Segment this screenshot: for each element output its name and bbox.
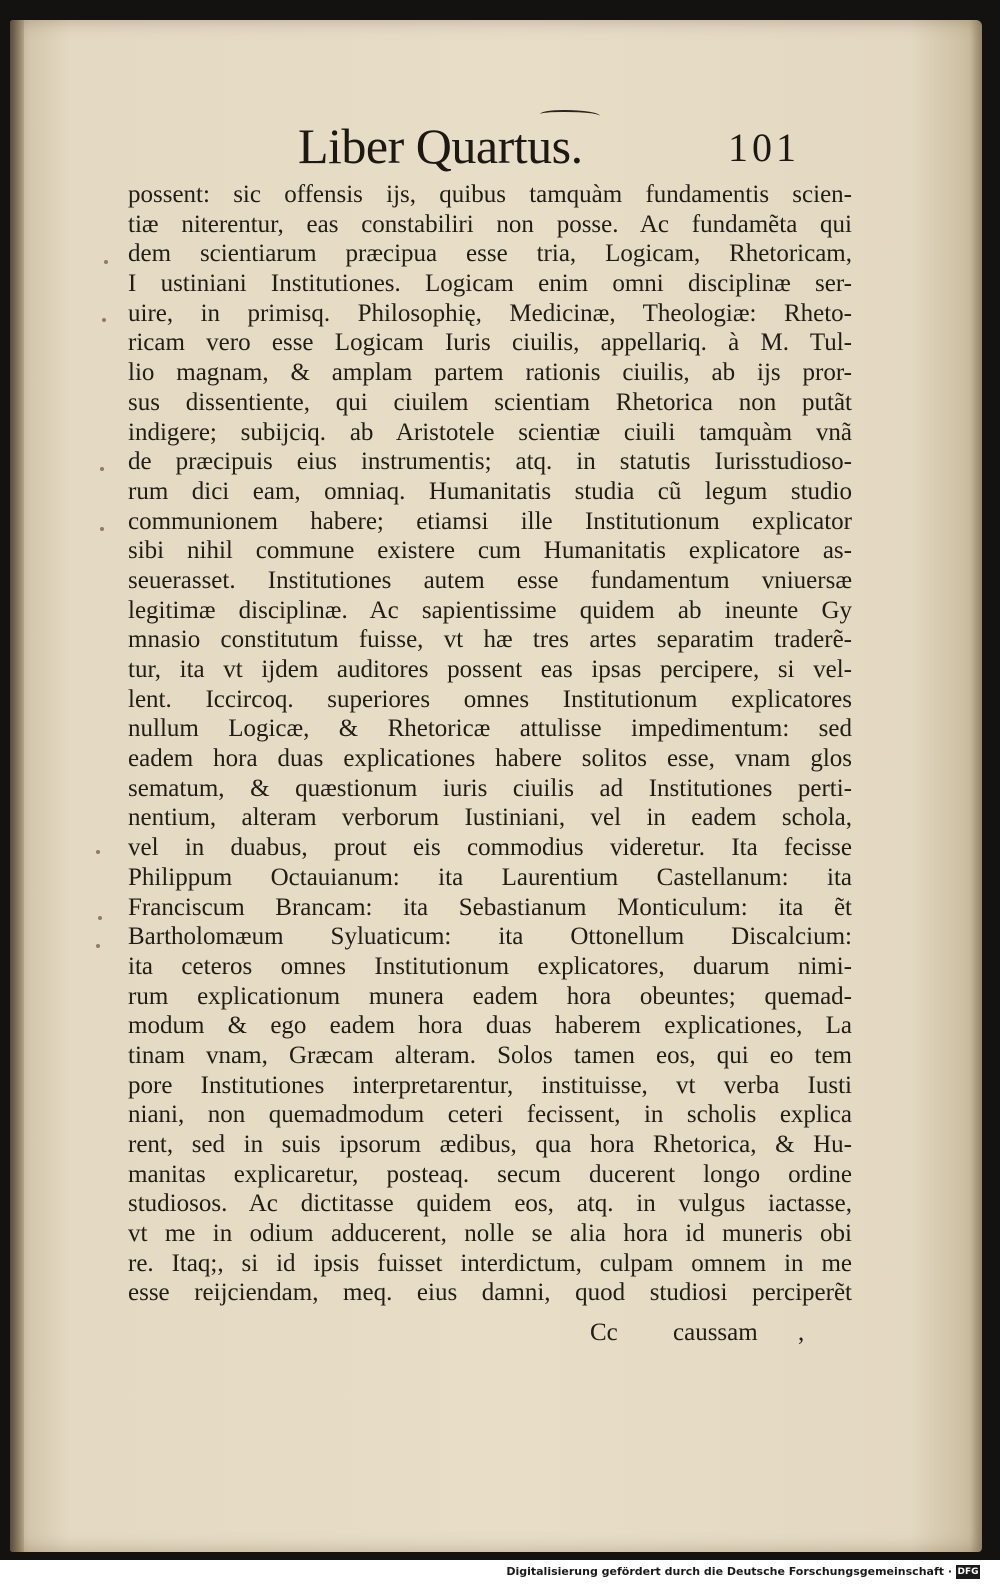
margin-mark: [96, 944, 100, 948]
text-line: nullum Logicæ, & Rhetoricæ attulisse impedimentum: sed: [128, 715, 852, 743]
text-line: rent, sed in suis ipsorum ædibus, qua hora Rhetorica, & Hu-: [128, 1131, 852, 1158]
text-line: lent. Iccircoq. superiores omnes Institutionum explicatores: [128, 685, 852, 713]
text-line: tiæ niterentur, eas constabiliri non posse. Ac fundamẽta qui: [128, 210, 852, 238]
text-line: rum explicationum munera eadem hora obeuntes; quemad-: [128, 982, 852, 1010]
text-line: I ustiniani Institutiones. Logicam enim omni disciplinæ ser-: [128, 270, 852, 298]
text-line: Bartholomæum Syluaticum: ita Ottonellum Discalcium:: [128, 923, 852, 951]
text-line: vt me in odium adducerent, nolle se alia hora id muneris obi: [128, 1220, 852, 1248]
running-head: [10, 116, 982, 186]
page-gutter-shadow: [10, 20, 24, 1552]
text-line: eadem hora duas explicationes habere solitos esse, vnam glos: [128, 745, 852, 773]
text-line: ita ceteros omnes Institutionum explicatores, duarum nimi-: [128, 952, 852, 980]
catchword-punct: ,: [798, 1319, 805, 1346]
page-number: 101: [728, 125, 800, 170]
text-line: sibi nihil commune existere cum Humanitatis explicatore as-: [128, 537, 852, 565]
text-line: esse reijciendam, meq. eius damni, quod studiosi perciperẽt: [128, 1279, 852, 1307]
dfg-logo: DFG: [957, 1567, 979, 1577]
text-line: modum & ego eadem hora duas haberem explicationes, La: [128, 1012, 852, 1040]
text-line: legitimæ disciplinæ. Ac sapientissime quidem ab ineunte Gy: [128, 596, 852, 624]
text-line: tur, ita vt ijdem auditores possent eas ipsas percipere, si vel-: [128, 656, 852, 683]
text-line: sus dissentiente, qui ciuilem scientiam Rhetorica non putãt: [128, 388, 852, 416]
margin-mark: [102, 318, 106, 322]
funding-credit: Digitalisierung gefördert durch die Deutsche Forschungsgemeinschaft ·: [506, 1565, 952, 1578]
text-line: studiosos. Ac dictitasse quidem eos, atq. in vulgus iactasse,: [128, 1190, 852, 1218]
text-line: nentium, alteram verborum Iustiniani, vel in eadem schola,: [128, 804, 852, 832]
text-line: de præcipuis eius instrumentis; atq. in statutis Iurisstudioso-: [128, 448, 852, 476]
text-line: manitas explicaretur, posteaq. secum ducerent longo ordine: [128, 1160, 852, 1188]
signature-mark: Cc: [590, 1319, 618, 1346]
body-text: [128, 180, 852, 1308]
text-line: sematum, & quæstionum iuris ciuilis ad Institutiones perti-: [128, 774, 852, 802]
catchword: caussam: [673, 1319, 758, 1346]
text-line: Franciscum Brancam: ita Sebastianum Monticulum: ita ẽt: [128, 893, 852, 921]
running-title: Liber Quartus.: [298, 118, 583, 174]
text-line: possent: sic offensis ijs, quibus tamquàm fundamentis scien-: [128, 181, 852, 208]
text-line: uire, in primisq. Philosophię, Medicinæ, Theologiæ: Rheto-: [128, 299, 852, 327]
credit-bar: [0, 1560, 1000, 1584]
page-footer: [128, 1318, 818, 1350]
text-line: tinam vnam, Græcam alteram. Solos tamen eos, qui eo tem: [128, 1041, 852, 1069]
text-line: communionem habere; etiamsi ille Institutionum explicator: [128, 507, 852, 535]
text-line: re. Itaq;, si id ipsis fuisset interdictum, culpam omnem in me: [128, 1249, 852, 1277]
text-line: lio magnam, & amplam partem rationis ciuilis, ab ijs pror-: [128, 359, 852, 387]
text-line: niani, non quemadmodum ceteri fecissent, in scholis explica: [128, 1101, 852, 1129]
text-line: ricam vero esse Logicam Iuris ciuilis, appellariq. à M. Tul-: [128, 329, 852, 357]
book-page: [10, 20, 982, 1552]
text-line: rum dici eam, omniaq. Humanitatis studia cũ legum studio: [128, 477, 852, 505]
text-line: Philippum Octauianum: ita Laurentium Castellanum: ita: [128, 863, 852, 891]
margin-mark: [100, 527, 104, 531]
margin-mark: [104, 260, 108, 264]
text-line: indigere; subijciq. ab Aristotele scientiæ ciuili tamquàm vnã: [128, 418, 852, 446]
text-line: seuerasset. Institutiones autem esse fundamentum vniuersæ: [128, 566, 852, 594]
text-line: vel in duabus, prout eis commodius videretur. Ita fecisse: [128, 834, 852, 862]
margin-mark: [96, 850, 100, 854]
margin-mark: [98, 916, 102, 920]
text-line: pore Institutiones interpretarentur, instituisse, vt verba Iusti: [128, 1071, 852, 1099]
text-line: dem scientiarum præcipua esse tria, Logicam, Rhetoricam,: [128, 240, 852, 268]
text-line: mnasio constitutum fuisse, vt hæ tres artes separatim traderẽ-: [128, 626, 852, 654]
margin-mark: [100, 467, 104, 471]
